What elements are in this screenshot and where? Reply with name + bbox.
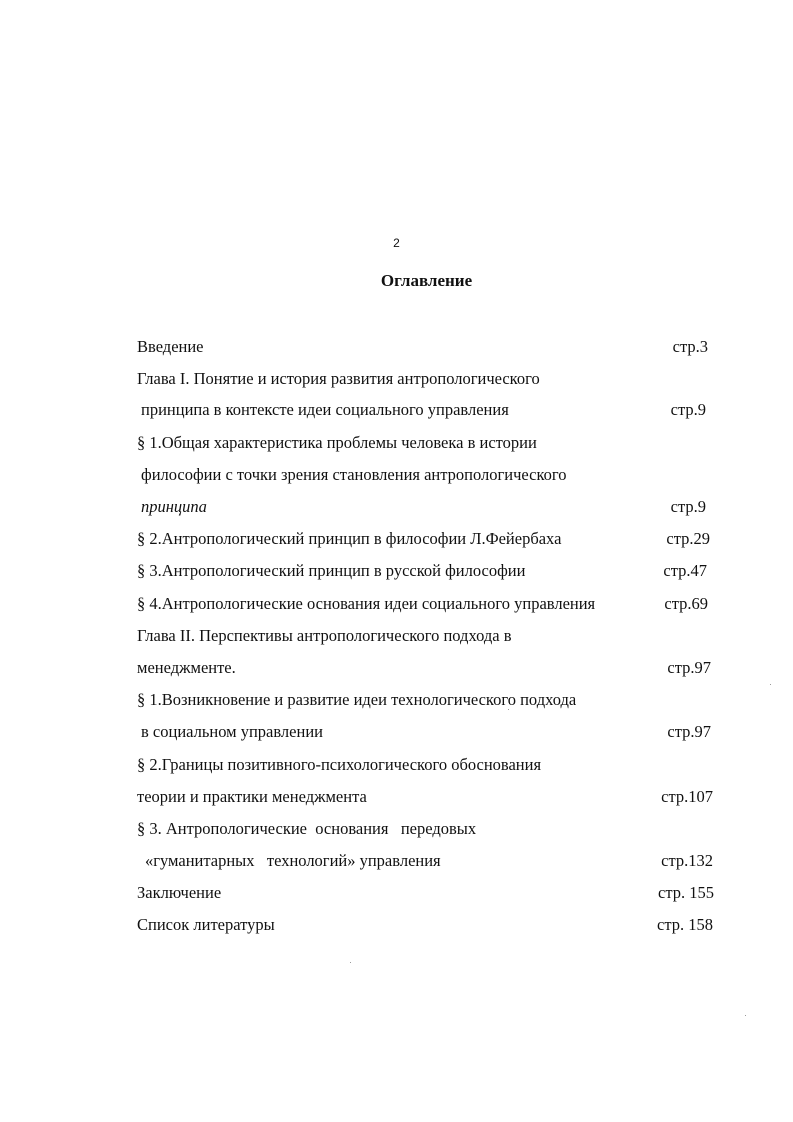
toc-entry-label-continuation: менеджменте.: [137, 658, 236, 677]
scan-speck: [745, 1015, 746, 1016]
toc-entry-label: § 3.Антропологический принцип в русской философии: [137, 561, 526, 580]
toc-entry-page: стр.3: [672, 337, 708, 356]
toc-entry-label: § 3. Антропологические основания передовых: [137, 819, 477, 838]
toc-entry-page: стр.69: [664, 594, 708, 613]
toc-entry-page: стр.9: [670, 497, 706, 516]
toc-entry-label-continuation: философии с точки зрения становления антропологического: [141, 465, 567, 484]
toc-entry-page: стр.132: [661, 851, 713, 870]
toc-entry-label: § 2.Антропологический принцип в философии Л.Фейербаха: [137, 529, 562, 548]
toc-entry-label: § 1.Возникновение и развитие идеи технологического подхода: [137, 690, 577, 709]
toc-entry-page: стр.9: [670, 400, 706, 419]
toc-title: Оглавление: [380, 271, 473, 290]
toc-entry-page: стр.97: [667, 722, 711, 741]
toc-entry-label: § 2.Границы позитивного-психологического обоснования: [137, 755, 542, 774]
toc-entry-page: стр. 155: [658, 883, 714, 902]
toc-entry-label-continuation: «гуманитарных технологий» управления: [145, 851, 441, 870]
toc-entry-page: стр. 158: [657, 915, 713, 934]
page-number: 2: [393, 236, 400, 250]
toc-entry-page: стр.29: [666, 529, 710, 548]
toc-entry-label-continuation: теории и практики менеджмента: [137, 787, 367, 806]
toc-entry-label: Список литературы: [137, 915, 275, 934]
toc-entry-label: § 4.Антропологические основания идеи социального управления: [137, 594, 596, 613]
toc-entry-label: Введение: [137, 337, 204, 356]
toc-entry-label: § 1.Общая характеристика проблемы человека в истории: [137, 433, 537, 452]
toc-entry-label: Глава I. Понятие и история развития антропологического: [137, 369, 540, 388]
scan-speck: [350, 962, 351, 963]
toc-entry-page: стр.97: [667, 658, 711, 677]
toc-entry-page: стр.47: [663, 561, 707, 580]
scan-speck: [770, 684, 771, 685]
toc-entry-label-continuation: принципа в контексте идеи социального управления: [141, 400, 509, 419]
scan-speck: [508, 709, 509, 710]
toc-entry-label-continuation: принципа: [141, 497, 207, 516]
toc-entry-label: Глава II. Перспективы антропологического подхода в: [137, 626, 512, 645]
toc-entry-label: Заключение: [137, 883, 222, 902]
toc-entry-page: стр.107: [661, 787, 713, 806]
toc-entry-label-continuation: в социальном управлении: [141, 722, 323, 741]
